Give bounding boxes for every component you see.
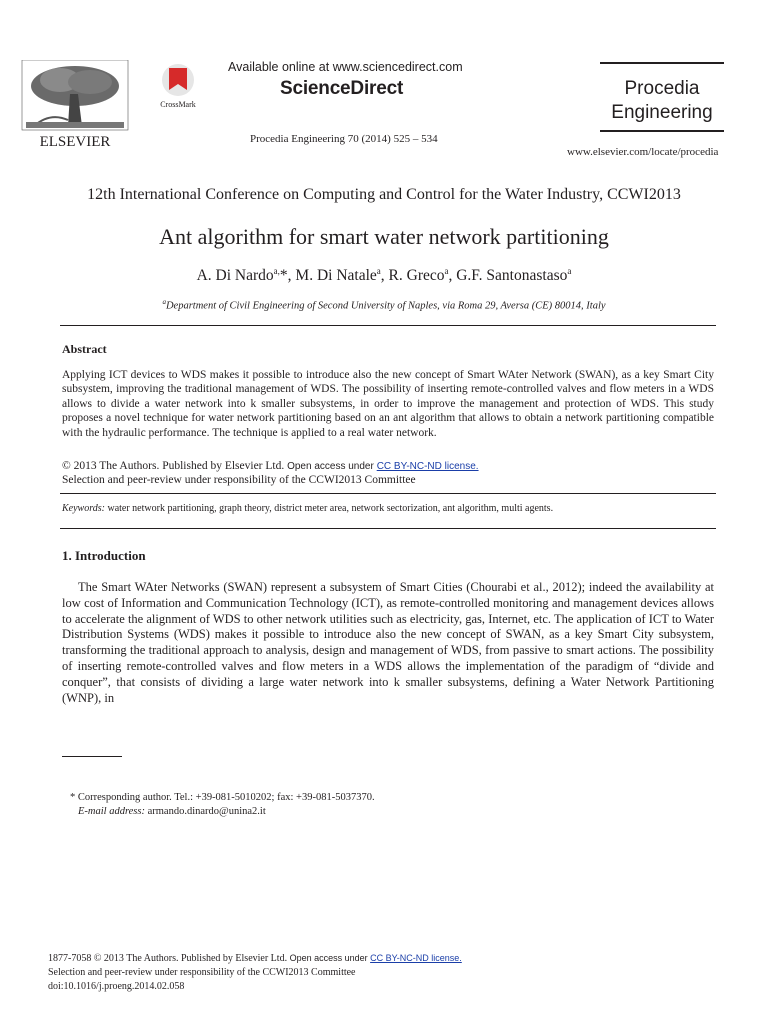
sciencedirect-logo[interactable]: ScienceDirect bbox=[280, 78, 404, 99]
author-separator: , bbox=[448, 267, 457, 285]
footer-copyright bbox=[48, 953, 462, 964]
crossmark-icon bbox=[150, 62, 210, 112]
elsevier-tree-icon bbox=[20, 60, 130, 152]
journal-name-line1: Procedia bbox=[624, 78, 700, 99]
keywords-label: Keywords: bbox=[62, 503, 105, 514]
abstract-body: Applying ICT devices to WDS makes it possible to introduce also the new concept of Smart WAter Network (SWAN), as a key Smart City subsystem, improving the traditional management of WDS. The possibility of inserting remote-controlled valves and flow meters in a WDS allows to divide a water network into k smaller subsystems, in order to improve the management and protection of WDS. This study proposes a novel technique for water network partitioning based on an ant algorithm that allows to obtain a network partitioning compatible with the hydraulic performance. The technique is applied to a real water network. bbox=[62, 369, 714, 439]
author-name: M. Di Natale bbox=[295, 267, 377, 285]
email-address[interactable]: armando.dinardo@unina2.it bbox=[147, 806, 266, 817]
footer-license-link[interactable]: CC BY-NC-ND license. bbox=[370, 953, 462, 963]
keywords bbox=[62, 503, 714, 514]
peer-review-line: Selection and peer-review under responsibility of the CCWI2013 Committee bbox=[62, 474, 416, 486]
author-affiliation-mark: a bbox=[567, 266, 572, 276]
affiliation-mark: a bbox=[162, 298, 166, 306]
section-heading: 1. Introduction bbox=[62, 548, 146, 563]
author-name: A. Di Nardo bbox=[196, 267, 274, 285]
divider-top bbox=[60, 325, 716, 326]
author-affiliation-mark: a, bbox=[273, 266, 280, 276]
affiliation bbox=[0, 298, 768, 312]
affiliation-text: Department of Civil Engineering of Second University of Naples, via Roma 29, Aversa (CE) 80014, Italy bbox=[165, 300, 606, 312]
open-access-text: Open access under bbox=[287, 461, 374, 472]
author-affiliation-mark: a bbox=[376, 266, 381, 276]
crossmark-badge[interactable] bbox=[150, 62, 210, 112]
footnote-corresponding: * Corresponding author. Tel.: +39-081-5010202; fax: +39-081-5037370. bbox=[70, 792, 375, 803]
divider-keywords-bottom bbox=[60, 528, 716, 529]
journal-url[interactable]: www.elsevier.com/locate/procedia bbox=[567, 146, 719, 158]
crossmark-label: CrossMark bbox=[160, 100, 196, 109]
author-affiliation-mark: a bbox=[444, 266, 449, 276]
introduction-body: The Smart WAter Networks (SWAN) represent a subsystem of Smart Cities (Chourabi et al., 2012); indeed the availability at low cost of Information and Communication Technology (ICT), as remote-controlled monitoring and management devices allows to accelerate the alignment of WDS to other network utilities such as electricity, gas, Internet, etc. The application of ICT to Water Distribution Systems (WDS) makes it possible to introduce also the new concept of SWAN, as a key Smart City subsystem, transforming the traditional approach to analysis, design and management of WDS, from passive to smart actions. The possibility of inserting remote-controlled valves and flow meters in a WDS allows the implementation of the paradigm of “divide and conquer”, that consists of dividing a large water network into k smaller subsystems, defining a Water Network Partitioning (WNP), in bbox=[62, 580, 714, 705]
footer-doi[interactable]: doi:10.1016/j.proeng.2014.02.058 bbox=[48, 981, 185, 992]
abstract-heading: Abstract bbox=[62, 342, 107, 356]
copyright-text: © 2013 The Authors. Published by Elsevier Ltd. bbox=[62, 460, 285, 472]
publisher-name: ELSEVIER bbox=[39, 134, 111, 150]
author-list bbox=[0, 266, 768, 285]
elsevier-logo bbox=[20, 60, 130, 152]
author-name: R. Greco bbox=[388, 267, 445, 285]
copyright-line bbox=[62, 459, 479, 474]
footnote-email bbox=[78, 806, 266, 817]
keywords-list: water network partitioning, graph theory, district meter area, network sectorization, ant algorithm, multi agents. bbox=[107, 503, 554, 514]
footer-open-access: Open access under bbox=[289, 953, 368, 963]
author-separator: *, bbox=[279, 267, 296, 285]
journal-name-line2: Engineering bbox=[611, 102, 713, 123]
footer-issn: 1877-7058 © 2013 The Authors. Published by Elsevier Ltd. bbox=[48, 953, 288, 964]
footer-peer-review: Selection and peer-review under responsibility of the CCWI2013 Committee bbox=[48, 967, 356, 978]
email-label: E-mail address: bbox=[78, 806, 145, 817]
conference-name: 12th International Conference on Computing and Control for the Water Industry, CCWI2013 bbox=[87, 186, 681, 203]
journal-reference: Procedia Engineering 70 (2014) 525 – 534 bbox=[250, 133, 438, 145]
divider-keywords-top bbox=[60, 493, 716, 494]
available-online: Available online at www.sciencedirect.com bbox=[228, 60, 463, 74]
author-separator: , bbox=[380, 267, 389, 285]
author-name: G.F. Santonastaso bbox=[456, 267, 568, 285]
journal-name-box bbox=[600, 62, 724, 132]
paper-title: Ant algorithm for smart water network partitioning bbox=[159, 224, 609, 249]
license-link[interactable]: CC BY-NC-ND license. bbox=[376, 461, 479, 472]
footnote-divider bbox=[62, 756, 122, 757]
